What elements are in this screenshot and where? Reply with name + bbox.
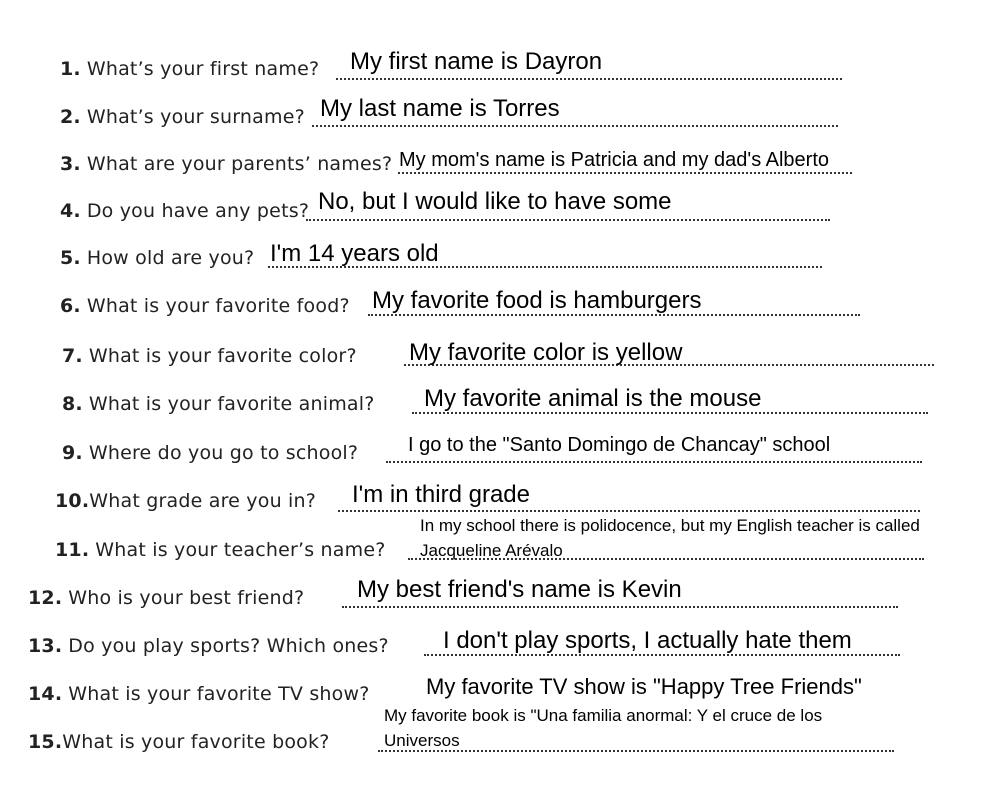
question-text: Who is your best friend?: [68, 587, 305, 609]
answer-13: I don't play sports, I actually hate them: [443, 627, 852, 654]
answer-line: [336, 76, 842, 80]
question-12: [28, 587, 304, 609]
question-text: What’s your surname?: [86, 106, 305, 128]
question-number: 9.: [62, 442, 83, 464]
question-number: 1.: [60, 58, 81, 80]
answer-4: No, but I would like to have some: [318, 188, 672, 215]
answer-6: My favorite food is hamburgers: [372, 287, 702, 314]
question-number: 3.: [60, 153, 81, 175]
question-10: [55, 490, 316, 512]
question-text: What is your teacher’s name?: [95, 539, 386, 561]
answer-8: My favorite animal is the mouse: [424, 385, 762, 412]
question-text: What grade are you in?: [89, 490, 317, 512]
question-text: How old are you?: [86, 247, 255, 269]
question-number: 13.: [28, 635, 63, 657]
question-text: Do you play sports? Which ones?: [68, 635, 389, 657]
question-11: [55, 539, 386, 561]
question-number: 7.: [62, 345, 83, 367]
question-text: What is your favorite TV show?: [68, 683, 370, 705]
question-text: Where do you go to school?: [88, 442, 359, 464]
question-number: 4.: [60, 200, 81, 222]
question-number: 5.: [60, 247, 81, 269]
question-text: What is your favorite food?: [86, 295, 350, 317]
question-number: 2.: [60, 106, 81, 128]
answer-line: [386, 459, 922, 463]
question-text: What is your favorite book?: [62, 731, 330, 753]
answer-11: In my school there is polidocence, but my English teacher is called Jacqueline Arévalo: [420, 516, 920, 560]
question-1: [60, 58, 319, 80]
answer-2: My last name is Torres: [320, 95, 560, 122]
question-7: [62, 345, 357, 367]
answer-10: I'm in third grade: [352, 481, 530, 508]
question-number: 8.: [62, 393, 83, 415]
question-3: [60, 153, 392, 175]
question-text: What is your favorite animal?: [88, 393, 375, 415]
question-text: Do you have any pets?: [86, 200, 310, 222]
question-number: 14.: [28, 683, 63, 705]
answer-line: [342, 604, 898, 608]
answer-3: My mom's name is Patricia and my dad's Alberto: [399, 149, 830, 171]
question-number: 10.: [55, 490, 90, 512]
question-2: [60, 106, 305, 128]
question-8: [62, 393, 375, 415]
answer-9: I go to the "Santo Domingo de Chancay" school: [408, 434, 831, 456]
question-6: [60, 295, 350, 317]
question-text: What’s your first name?: [86, 58, 320, 80]
question-number: 15.: [28, 731, 63, 753]
answer-14: My favorite TV show is "Happy Tree Friends": [426, 674, 862, 699]
answer-15: My favorite book is "Una familia anormal: Y el cruce de los Universos: [384, 706, 823, 750]
question-number: 6.: [60, 295, 81, 317]
answer-line: [306, 217, 830, 221]
answer-5: I'm 14 years old: [270, 240, 439, 267]
answer-line: [312, 123, 838, 127]
answer-7: My favorite color is yellow: [409, 339, 683, 366]
question-4: [60, 200, 309, 222]
question-number: 11.: [55, 539, 90, 561]
answer-1: My first name is Dayron: [350, 48, 603, 75]
question-13: [28, 635, 389, 657]
question-9: [62, 442, 358, 464]
question-text: What is your favorite color?: [88, 345, 357, 367]
answer-12: My best friend's name is Kevin: [357, 576, 682, 603]
question-14: [28, 683, 370, 705]
question-15: [28, 731, 329, 753]
question-5: [60, 247, 254, 269]
question-number: 12.: [28, 587, 63, 609]
question-text: What are your parents’ names?: [86, 153, 393, 175]
